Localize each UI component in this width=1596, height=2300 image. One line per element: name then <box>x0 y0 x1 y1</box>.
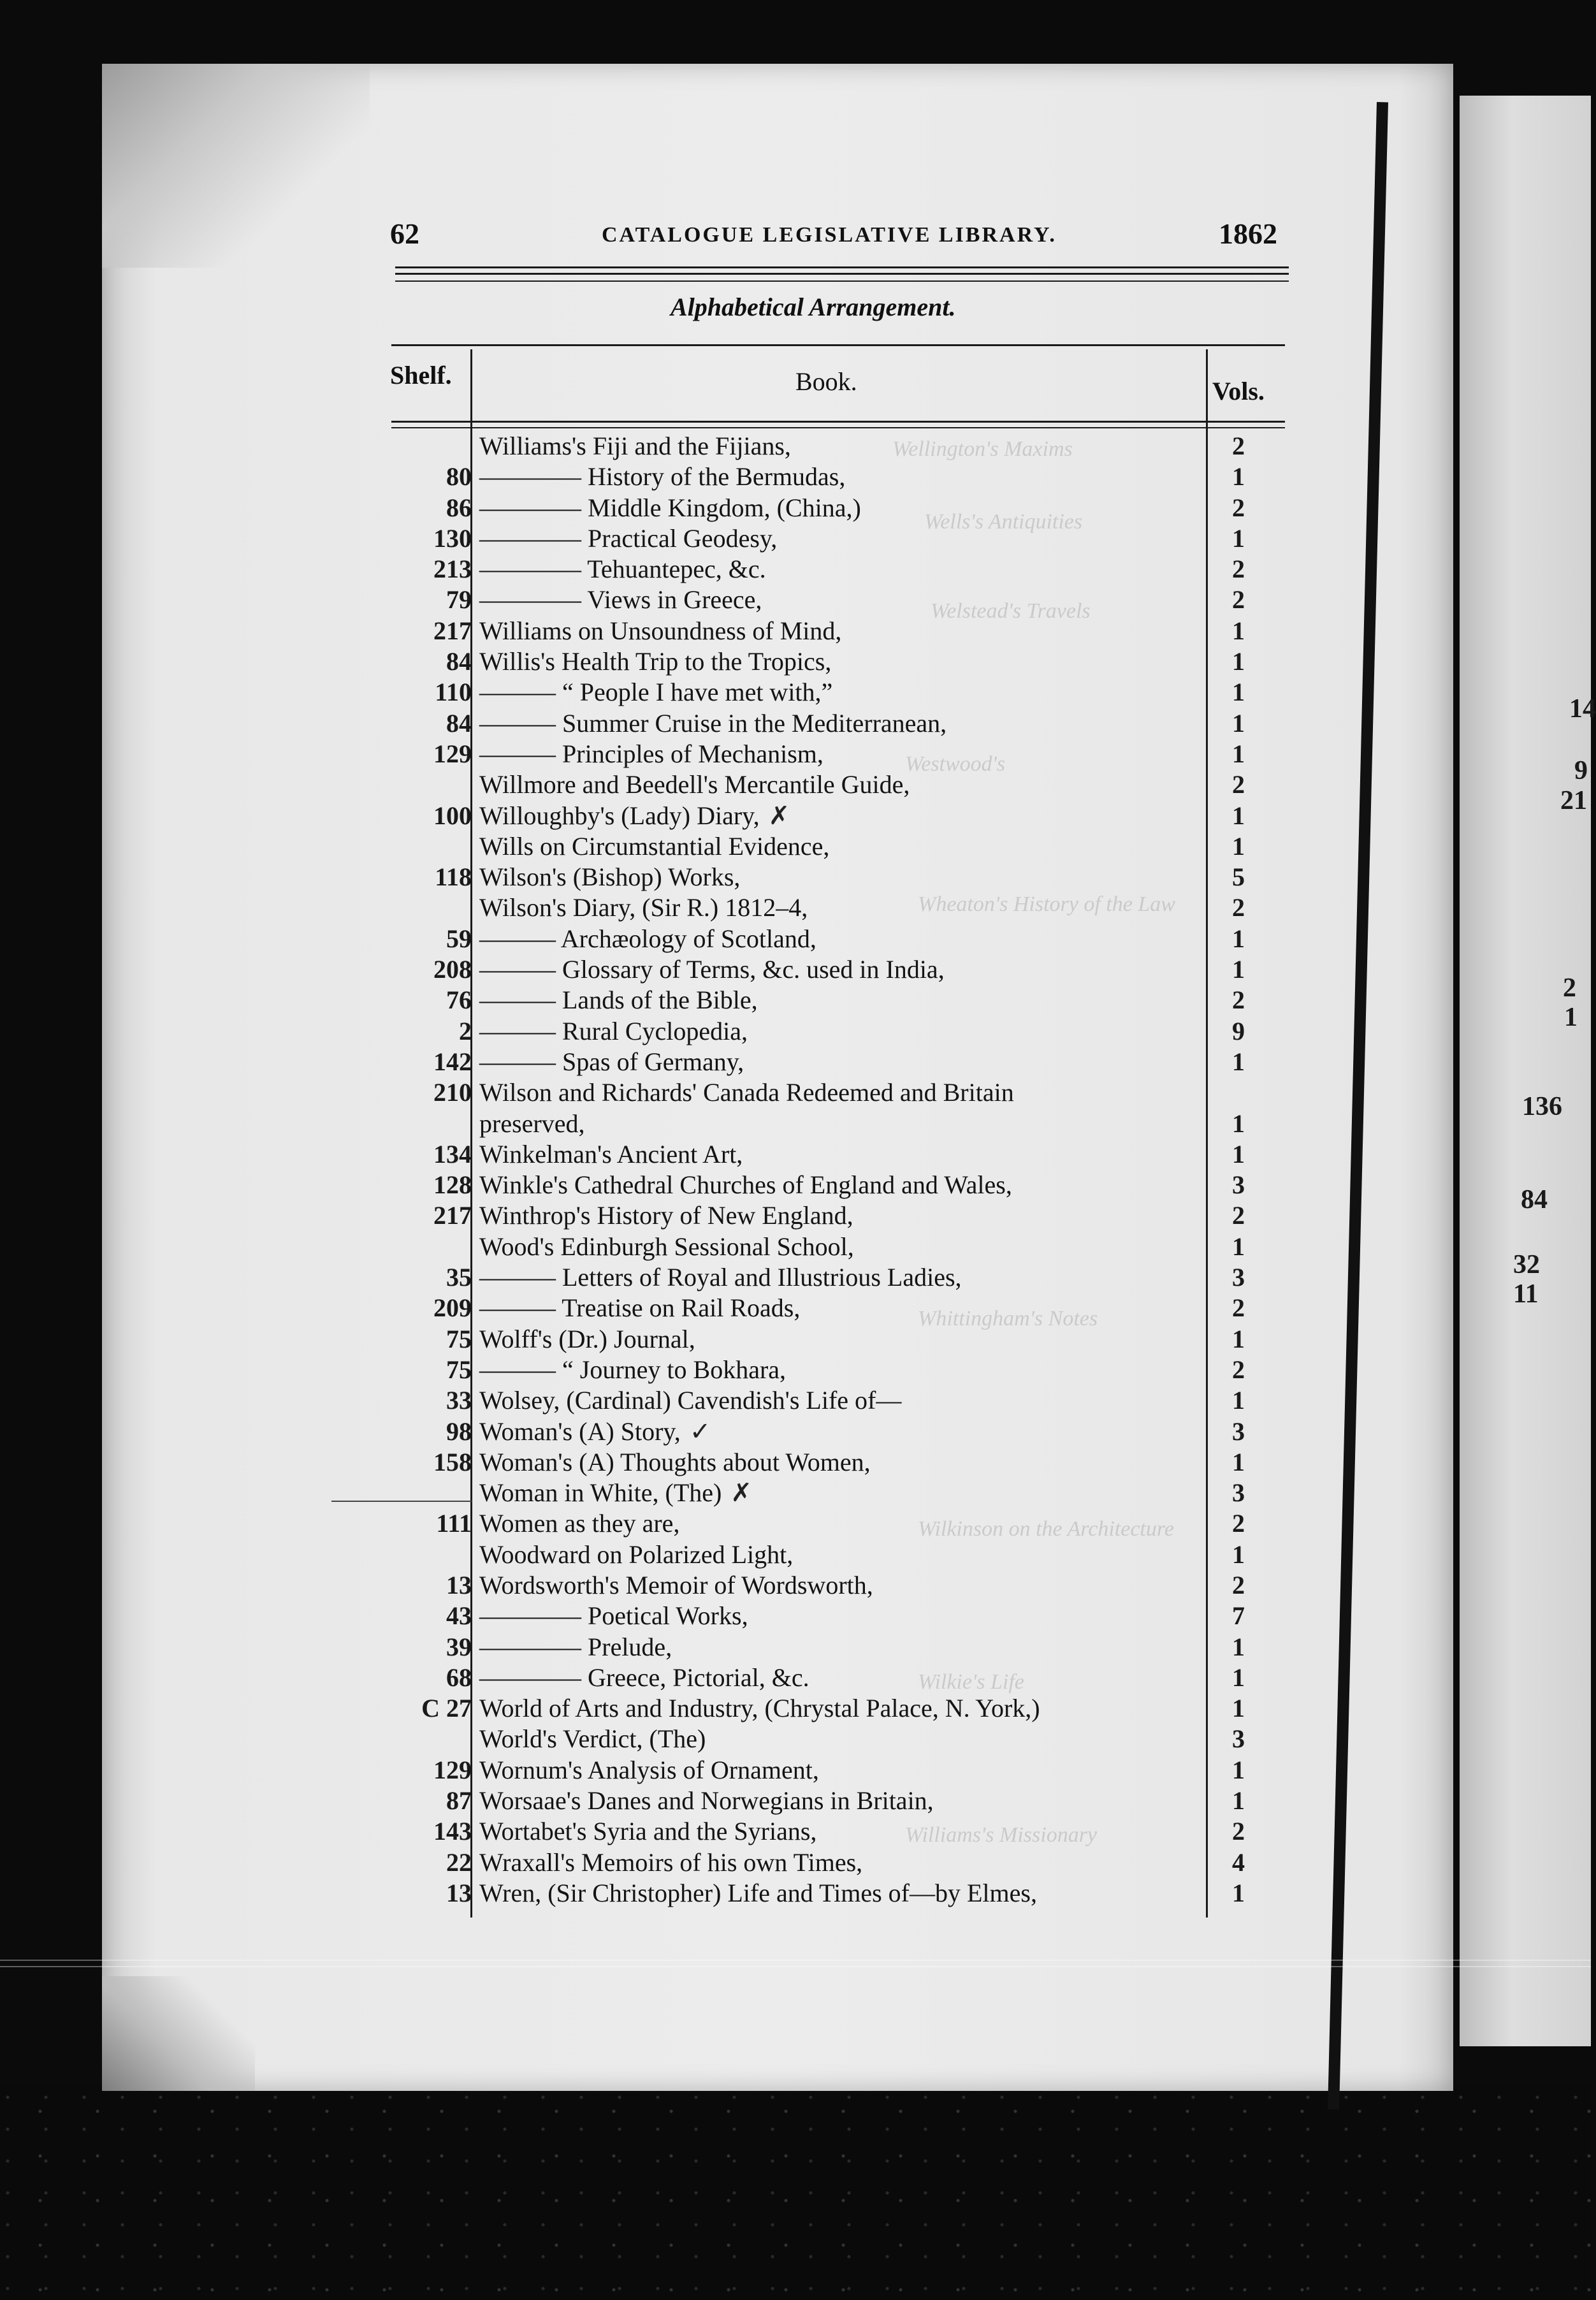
shelf-number: 128 <box>433 1170 472 1200</box>
shelf-number: 130 <box>433 523 472 553</box>
right-fragment: 11 <box>1513 1279 1539 1309</box>
book-title: World of Arts and Industry, (Chrystal Palace, N. York,) <box>479 1694 1040 1723</box>
book-title: ——— “ Journey to Bokhara, <box>479 1355 787 1384</box>
shelf-number: 134 <box>433 1139 472 1168</box>
shelf-number: 158 <box>433 1447 472 1476</box>
book-title-cell <box>479 892 1174 923</box>
shelf-number: 84 <box>446 647 472 676</box>
bleed-through: Whittingham's Notes <box>918 1307 1098 1330</box>
volume-count: 1 <box>1232 1386 1245 1415</box>
book-title-cell <box>479 1539 1174 1570</box>
right-fragment: 14 <box>1569 694 1596 724</box>
table-row <box>376 1478 1281 1508</box>
book-title-cell <box>479 1016 1174 1047</box>
book-title-cell <box>479 954 1174 985</box>
shelf-number: 13 <box>446 1878 472 1907</box>
volume-count: 2 <box>1232 432 1245 460</box>
volume-count: 2 <box>1232 1201 1245 1230</box>
table-row <box>376 769 1281 800</box>
volume-count: 1 <box>1232 1663 1245 1692</box>
book-title-cell <box>479 708 1174 739</box>
bleed-through: Wheaton's History of the Law <box>918 892 1175 916</box>
shelf-number: 209 <box>433 1293 472 1323</box>
book-title-cell <box>479 462 1174 492</box>
table-row <box>376 892 1281 923</box>
shelf-number: 87 <box>446 1786 472 1816</box>
table-row <box>376 1447 1281 1478</box>
shelf-number: 86 <box>446 493 472 522</box>
table-row <box>376 431 1281 462</box>
book-title: ——— Treatise on Rail Roads, <box>479 1293 801 1323</box>
book-title-cell <box>479 1693 1174 1724</box>
book-title: ——— Principles of Mechanism, <box>479 739 823 768</box>
book-title-cell <box>479 493 1174 523</box>
shelf-number: 80 <box>446 462 472 491</box>
book-title-cell <box>479 1878 1174 1909</box>
volume-count: 1 <box>1232 523 1245 553</box>
bleed-through: Wells's Antiquities <box>924 510 1083 534</box>
volume-count: 3 <box>1232 1416 1245 1446</box>
table-row <box>376 646 1281 677</box>
book-title-cell <box>479 1170 1174 1200</box>
table-row <box>376 616 1281 646</box>
volume-count: 5 <box>1232 862 1245 892</box>
header-rule <box>395 273 1289 275</box>
volume-count: 1 <box>1232 924 1245 953</box>
table-row <box>376 1385 1281 1416</box>
book-title-cell <box>479 585 1174 615</box>
table-row <box>376 862 1281 892</box>
table-header-rule <box>391 427 1285 428</box>
volume-count: 4 <box>1232 1847 1245 1877</box>
book-title: ———— Prelude, <box>479 1632 672 1661</box>
book-title: Wortabet's Syria and the Syrians, <box>479 1817 817 1846</box>
book-title-cell <box>479 924 1174 954</box>
column-header-shelf: Shelf. <box>390 361 452 389</box>
book-title: ———— Practical Geodesy, <box>479 523 778 553</box>
column-header-vols: Vols. <box>1212 377 1265 405</box>
table-row <box>376 1293 1281 1323</box>
volume-count: 7 <box>1232 1601 1245 1631</box>
scan-artifact <box>0 1966 1591 1967</box>
bleed-through: Wilkinson on the Architecture <box>918 1517 1174 1541</box>
bleed-through: Wellington's Maxims <box>892 437 1073 461</box>
shelf-number: 217 <box>433 616 472 645</box>
bleed-through: Wilkie's Life <box>918 1670 1024 1694</box>
table-row <box>376 1724 1281 1754</box>
table-row <box>376 739 1281 769</box>
page-number: 62 <box>390 217 419 250</box>
table-row <box>376 1539 1281 1570</box>
book-title: World's Verdict, (The) <box>479 1724 706 1754</box>
right-fragment: 21 <box>1560 786 1587 815</box>
table-row <box>376 493 1281 523</box>
column-header-book: Book. <box>795 367 857 396</box>
table-row <box>376 1632 1281 1663</box>
book-title: Woodward on Polarized Light, <box>479 1539 794 1569</box>
book-title: Wilson's Diary, (Sir R.) 1812–4, <box>479 893 808 922</box>
page-year: 1862 <box>1219 217 1277 250</box>
table-row <box>376 1755 1281 1786</box>
book-title: ——— Spas of Germany, <box>479 1047 744 1076</box>
book-title-cell <box>479 1663 1174 1693</box>
book-title-cell <box>479 831 1174 862</box>
book-title: Wornum's Analysis of Ornament, <box>479 1755 819 1784</box>
book-title: ——— Archæology of Scotland, <box>479 924 816 953</box>
volume-count: 2 <box>1232 1509 1245 1538</box>
book-title: ——— Lands of the Bible, <box>479 986 758 1015</box>
table-row <box>376 1508 1281 1539</box>
right-fragment: 2 <box>1563 973 1576 1003</box>
book-title-cell <box>479 1139 1174 1170</box>
right-fragment: 9 <box>1574 756 1588 785</box>
book-title: Willis's Health Trip to the Tropics, <box>479 647 832 676</box>
shelf-number: 2 <box>459 1016 472 1045</box>
volume-count: 1 <box>1232 955 1245 984</box>
volume-count: 1 <box>1232 1755 1245 1784</box>
book-title-cell <box>479 1109 1174 1139</box>
volume-count: 1 <box>1232 1539 1245 1569</box>
shelf-number: 143 <box>433 1817 472 1846</box>
book-title-cell <box>479 1816 1174 1847</box>
table-row <box>376 1816 1281 1847</box>
book-title: Woman's (A) Story, <box>479 1416 681 1446</box>
book-title-cell <box>479 1262 1174 1293</box>
table-row <box>376 677 1281 708</box>
book-title: Wills on Circumstantial Evidence, <box>479 831 830 861</box>
shelf-number: 79 <box>446 585 472 615</box>
table-row <box>376 1232 1281 1262</box>
book-title-cell <box>479 1632 1174 1663</box>
book-title: Wren, (Sir Christopher) Life and Times of—by Elmes, <box>479 1878 1037 1907</box>
table-row <box>376 1693 1281 1724</box>
book-title: ———— Greece, Pictorial, &c. <box>479 1663 809 1692</box>
torn-corner <box>102 1976 255 2091</box>
book-title-cell <box>479 801 1174 831</box>
shelf-number: 35 <box>446 1263 472 1292</box>
volume-count: 1 <box>1232 801 1245 830</box>
shelf-number: 13 <box>446 1570 472 1599</box>
cross-mark-icon: ✗ <box>730 1478 752 1508</box>
book-title-cell <box>479 1385 1174 1416</box>
book-title-cell <box>479 1416 1174 1447</box>
volume-count: 1 <box>1232 1232 1245 1261</box>
book-title-cell <box>479 431 1174 462</box>
table-row <box>376 1786 1281 1816</box>
shelf-number: 76 <box>446 986 472 1015</box>
volume-count: 1 <box>1232 1447 1245 1476</box>
bleed-through: Welstead's Travels <box>931 599 1091 623</box>
volume-count: 9 <box>1232 1016 1245 1045</box>
book-title-cell <box>479 1355 1174 1385</box>
volume-count: 1 <box>1232 1139 1245 1168</box>
book-title-cell <box>479 862 1174 892</box>
bleed-through: Westwood's <box>905 752 1006 776</box>
shelf-number: 142 <box>433 1047 472 1076</box>
volume-count: 1 <box>1232 678 1245 707</box>
volume-count: 2 <box>1232 493 1245 522</box>
check-mark-icon: ✓ <box>689 1416 711 1446</box>
table-row <box>376 1109 1281 1139</box>
volume-count: 1 <box>1232 708 1245 738</box>
volume-count: 2 <box>1232 770 1245 799</box>
book-title: Wraxall's Memoirs of his own Times, <box>479 1847 863 1877</box>
table-row <box>376 1200 1281 1231</box>
table-row <box>376 1170 1281 1200</box>
book-title-cell <box>479 677 1174 708</box>
book-title: ——— “ People I have met with,” <box>479 678 833 707</box>
book-title-cell <box>479 739 1174 769</box>
page-title: CATALOGUE LEGISLATIVE LIBRARY. <box>602 223 1057 247</box>
book-title-cell <box>479 1077 1174 1108</box>
book-title-cell <box>479 1724 1174 1754</box>
table-row <box>376 708 1281 739</box>
shelf-number: 22 <box>446 1847 472 1877</box>
shelf-number: 129 <box>433 739 472 768</box>
shelf-number: 110 <box>435 678 472 707</box>
book-title: Worsaae's Danes and Norwegians in Britain, <box>479 1786 934 1816</box>
shelf-number: 84 <box>446 708 472 738</box>
book-title: Williams on Unsoundness of Mind, <box>479 616 842 645</box>
book-title: ———— Poetical Works, <box>479 1601 748 1631</box>
table-row <box>376 1847 1281 1878</box>
book-title: Wood's Edinburgh Sessional School, <box>479 1232 854 1261</box>
volume-count: 2 <box>1232 585 1245 615</box>
shelf-number: 213 <box>433 555 472 584</box>
shelf-number: 43 <box>446 1601 472 1631</box>
book-title: ——— Letters of Royal and Illustrious Ladies, <box>479 1263 962 1292</box>
folded-corner <box>102 64 370 268</box>
book-title-cell <box>479 1847 1174 1878</box>
book-title-cell <box>479 646 1174 677</box>
volume-count: 1 <box>1232 616 1245 645</box>
shelf-number: 100 <box>433 801 472 830</box>
table-header-rule <box>391 421 1285 423</box>
volume-count: 2 <box>1232 1570 1245 1599</box>
volume-count: 2 <box>1232 1293 1245 1323</box>
book-title: Woman's (A) Thoughts about Women, <box>479 1447 871 1476</box>
shelf-number: 59 <box>446 924 472 953</box>
book-title: Wilson and Richards' Canada Redeemed and Britain <box>479 1078 1014 1107</box>
volume-count: 1 <box>1232 831 1245 861</box>
shelf-number: 75 <box>446 1355 472 1384</box>
shelf-number: 217 <box>433 1201 472 1230</box>
table-row <box>376 1016 1281 1047</box>
book-title-cell <box>479 1478 1174 1508</box>
book-title-cell <box>479 1047 1174 1077</box>
book-title: ———— Middle Kingdom, (China,) <box>479 493 861 522</box>
table-row <box>376 1324 1281 1355</box>
scan-artifact <box>0 1960 1591 1961</box>
header-rule <box>395 266 1289 268</box>
volume-count: 1 <box>1232 1878 1245 1907</box>
table-row <box>376 523 1281 554</box>
book-title: Wolff's (Dr.) Journal, <box>479 1324 695 1353</box>
volume-count: 3 <box>1232 1478 1245 1508</box>
volume-count: 3 <box>1232 1263 1245 1292</box>
shelf-number: 39 <box>446 1632 472 1661</box>
bleed-through: Williams's Missionary <box>905 1823 1098 1847</box>
shelf-number: 68 <box>446 1663 472 1692</box>
shelf-number: 210 <box>433 1078 472 1107</box>
book-title-cell <box>479 1570 1174 1601</box>
shelf-number: 129 <box>433 1755 472 1784</box>
table-row <box>376 1139 1281 1170</box>
table-row <box>376 462 1281 492</box>
table-row <box>376 585 1281 615</box>
table-row <box>376 985 1281 1015</box>
table-row <box>376 1047 1281 1077</box>
table-row <box>376 924 1281 954</box>
shelf-number: C 27 <box>421 1694 472 1723</box>
table-row <box>376 1601 1281 1631</box>
book-title: Willmore and Beedell's Mercantile Guide, <box>479 770 910 799</box>
book-title: Winkelman's Ancient Art, <box>479 1139 743 1168</box>
book-title-cell <box>479 985 1174 1015</box>
shelf-number: 75 <box>446 1324 472 1353</box>
book-title: ———— Tehuantepec, &c. <box>479 555 766 584</box>
shelf-number: 118 <box>435 862 472 892</box>
adjacent-page <box>1460 96 1591 2046</box>
shelf-number: 208 <box>433 955 472 984</box>
table-row <box>376 1262 1281 1293</box>
book-title: preserved, <box>479 1109 585 1138</box>
volume-count: 3 <box>1232 1170 1245 1200</box>
book-title-cell <box>479 1601 1174 1631</box>
book-title: Wolsey, (Cardinal) Cavendish's Life of— <box>479 1386 902 1415</box>
book-title-cell <box>479 1293 1174 1323</box>
right-fragment: 32 <box>1513 1250 1540 1279</box>
catalogue-table <box>376 431 1281 1909</box>
volume-count: 1 <box>1232 1047 1245 1076</box>
right-fragment: 1 <box>1564 1003 1578 1032</box>
right-fragment: 84 <box>1521 1185 1548 1214</box>
table-row <box>376 1077 1281 1108</box>
book-title-cell <box>479 1447 1174 1478</box>
header-rule <box>395 280 1289 282</box>
shelf-number: 33 <box>446 1386 472 1415</box>
book-title: ———— History of the Bermudas, <box>479 462 846 491</box>
book-title-cell <box>479 523 1174 554</box>
book-title-cell <box>479 1232 1174 1262</box>
book-title: ———— Views in Greece, <box>479 585 762 615</box>
table-top-rule <box>391 344 1285 346</box>
book-title: ——— Glossary of Terms, &c. used in India, <box>479 955 945 984</box>
volume-count: 1 <box>1232 462 1245 491</box>
dark-background <box>0 2085 1591 2300</box>
volume-count: 2 <box>1232 1817 1245 1846</box>
volume-count: 2 <box>1232 1355 1245 1384</box>
table-row <box>376 1355 1281 1385</box>
book-title-cell <box>479 554 1174 585</box>
book-title: Wordsworth's Memoir of Wordsworth, <box>479 1570 873 1599</box>
book-title: Wilson's (Bishop) Works, <box>479 862 741 892</box>
table-row <box>376 1416 1281 1447</box>
book-title: Willoughby's (Lady) Diary, <box>479 801 760 830</box>
volume-count: 2 <box>1232 555 1245 584</box>
table-row <box>376 954 1281 985</box>
table-row <box>376 1570 1281 1601</box>
book-title-cell <box>479 1324 1174 1355</box>
volume-count: 2 <box>1232 893 1245 922</box>
book-title-cell <box>479 1200 1174 1231</box>
volume-count: 1 <box>1232 1786 1245 1816</box>
book-title: Winthrop's History of New England, <box>479 1201 853 1230</box>
book-title: ——— Rural Cyclopedia, <box>479 1016 748 1045</box>
table-row <box>376 1663 1281 1693</box>
volume-count: 1 <box>1232 647 1245 676</box>
section-subtitle: Alphabetical Arrangement. <box>671 293 956 321</box>
book-title: ——— Summer Cruise in the Mediterranean, <box>479 708 947 738</box>
table-row <box>376 831 1281 862</box>
shelf-number: 98 <box>446 1416 472 1446</box>
volume-count: 1 <box>1232 1632 1245 1661</box>
book-title-cell <box>479 769 1174 800</box>
book-title: Woman in White, (The) <box>479 1478 722 1508</box>
book-title: Women as they are, <box>479 1509 680 1538</box>
table-row <box>376 1878 1281 1909</box>
pencil-mark <box>331 1501 472 1502</box>
book-title: Winkle's Cathedral Churches of England and Wales, <box>479 1170 1012 1200</box>
volume-count: 3 <box>1232 1724 1245 1754</box>
volume-count: 1 <box>1232 1324 1245 1353</box>
book-title-cell <box>479 616 1174 646</box>
right-fragment: 136 <box>1522 1092 1562 1121</box>
table-row <box>376 554 1281 585</box>
book-title: Williams's Fiji and the Fijians, <box>479 432 791 460</box>
shelf-number: 111 <box>436 1509 472 1538</box>
volume-count: 1 <box>1232 1109 1245 1138</box>
book-title-cell <box>479 1755 1174 1786</box>
volume-count: 1 <box>1232 739 1245 768</box>
book-title-cell <box>479 1786 1174 1816</box>
table-row <box>376 801 1281 831</box>
book-title-cell <box>479 1508 1174 1539</box>
volume-count: 1 <box>1232 1694 1245 1723</box>
cross-mark-icon: ✗ <box>768 801 790 831</box>
volume-count: 2 <box>1232 986 1245 1015</box>
